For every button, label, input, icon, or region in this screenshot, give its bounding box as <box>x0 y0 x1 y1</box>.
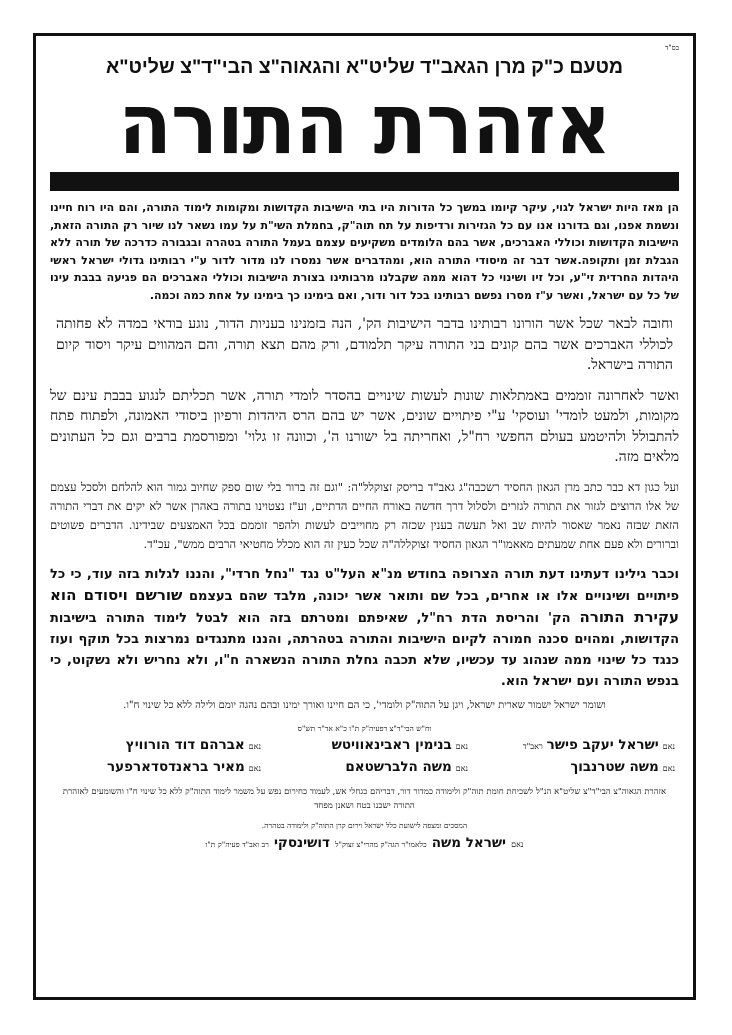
declaration-emphasis: שורשם ויסודם הוא עקירת התורה <box>50 585 679 626</box>
signature: נאם מאיר בראנדסדארפער <box>107 758 261 775</box>
date-line: וח"ש הבי"ד"צ דפעיה"ק ת"ו כ"א אד"ר תש"ס <box>297 723 432 733</box>
signatures-grid <box>54 737 675 775</box>
bsd-mark: בס"ד <box>665 44 679 52</box>
endnote-approval: המסכים ומצפה לישועת כלל ישראל וירום קרן התוה"ק ולימודה בטהרה. <box>261 820 468 830</box>
paragraph-recent-changes: ואשר לאחרונה זוממים באמתלאות שונות לעשות שינויים בהסדר לומדי תורה, אשר תכליתם לנגוע בבבת עינם של מקומות, ולמעט לומדי' ועוסקי' ע"י פיתויים שונים, אשר יש בהם הרס היהדות ורפיון ביסודי האמונה, ולפתוח פתח להתבולל ולהיטמע בעולם החפשי רח"ל, ואחריתה בל ישורנו ה', וכוונה זו גלוי' ומפורסמת ברבים וגם כל העתונים מלאים מזה. <box>50 387 679 465</box>
headline: אזהרת התורה <box>118 76 611 174</box>
declaration-part-a: וכבר גילינו דעתינו דעת תורה הצרופה בחודש מנ"א העל"ט נגד "נחל חרדי", והננו לגלות בזה עוד, כי כל פיתויים ושינויים אלו או אחרים, בכל שם ותואר אשר יכונה, מלבד שהם בעצמם <box>50 566 679 604</box>
paragraph-declaration <box>50 564 679 692</box>
signature: נאם משה הלברשטאם <box>345 758 468 775</box>
paragraph-blessing: ושומר ישראל ישמור שארית ישראל, ויגן על התוה"ק ולומדי', כי הם חיינו ואורך ימינו ובהם נהגה יומם ולילה ללא כל שינוי ח"ו. <box>123 699 606 711</box>
signature: נאם בנימין ראבינאוויטש <box>331 736 468 753</box>
signature: נאם ישראל יעקב פישר ראב"ד <box>522 736 675 753</box>
declaration-part-c: הק' והריסת הדת רח"ל, שאיפתם ומטרתם בזה הוא לבטל לימוד התורה בישיבות הקדושות, ומהוים סכנה חמורה לקיום הישיבות והתורה בטהרתה, והננו מתנגדים נמרצות בכל תוקף ועוז כנגד כל שינוי ממה שנהוג עד עכשיו, שלא תכבה גחלת התורה הנשארה ח"ו, ולא נחריש ולא נשקוט, כי בנפש התורה ועם ישראל הוא. <box>50 610 679 689</box>
paragraph-intro: הן מאז היות ישראל לגוי, עיקר קיומו במשך כל הדורות היו בתי הישיבות הקדושות ומקומות לימוד התורה, והם היו רוח חיינו ונשמת אפנו, וגם בדורנו אנו עם כל הגזירות ורדיפות על תח תוה"ק, בחמלת השי"ת על עמו נשאר לנו שיור רק התורה הזאת, הישיבות הקדושות וכוללי האברכים, אשר בהם הלומדים משקיעים עצמם בעמל התורה בטהרה ובגבורה כדרכה של תורה ללא הגבלת זמן ותקופה.אשר דבר זה מיסודי התורה הוא, ומהדברים אשר נמסרו לנו מדור לדור ע"י רבותינו גדולי ישראל ראשי היהדות החרדית זי"ע, וכל זיו ושינוי כל דהוא ממה שקבלנו מרבותינו בצורת הישיבות וכוללי האברכים הם פגיעה בבבת עינו של כל עם ישראל, ואשר ע"ז מסרו נפשם רבותינו בכל דור ודור, ואם בימינו כך בימינו על אחת כמה וכמה. <box>50 201 679 302</box>
signature: נאם אברהם דוד הורוויץ <box>125 736 261 753</box>
subtitle: מטעם כ"ק מרן הגאב"ד שליט"א והגאוה"צ הבי"ד"צ שליט"א <box>105 56 624 78</box>
final-signature: נאם ישראל משה כלאמו"ר הגה"ק מהרי"צ זצוק"ל דושינסקי רב ואב"ד פעיה"ק ת"ו <box>205 834 524 851</box>
document-frame <box>33 33 696 1000</box>
divider-bar <box>50 172 679 191</box>
document-body <box>36 36 693 851</box>
endnote: אזהרת הגאוה"צ הבי"ד"צ שליט"א הנ"ל לשכיחת חומת תוה"ק ולימודה כמדור דור, דבריהם כגחלי אש, לעמוד כחירום נפש על משמר לימוד התוה"ק ללא כל שינוי ח"ו והשומעים לאזהרת התורה ישכנו בטח ושאנן מפחד <box>62 786 667 811</box>
signature: נאם משה שטרנבוך <box>570 758 675 775</box>
paragraph-obligation: וחובה לבאר שכל אשר הורונו רבותינו בדבר הישיבות הק', הנה בזמנינו בעניות הדור, נוגע בודאי במדה לא פחותה לכוללי האברכים אשר בהם קונים בני התורה עיקר תלמודם, ורק מהם תצא תורה, והם המהווים עיקר ויסוד קיום התורה בישראל. <box>56 316 673 373</box>
paragraph-quote: ועל כגון דא כבר כתב מרן הגאון החסיד רשכבה"ג גאב"ד בריסק זצוקלל"ה: "וגם זה ברור בלי שום ספק שחיוב גמור הוא להלחם ולסכל עצמם של אלו הרוצים לגזור את התורה לגזרים ולסלול דרך חדשה באורח החיים הדתיים, וע"ז נצטוינו בתורה באהרן אשר לא יקים את דברי התורה הזאת שבזה נאמר שאסור להיות שב ואל תעשה בענין שכזה רק מחוייבים לעשות ולהפר זוממם בכל האמצעים שבידינו. הדברים פשוטים וברורים ולא פעם אחת שמעתים מאאמו"ר הגאון החסיד זצוקללה"ה שכל כעין זה הוא מכלל מחטיאי הרבים ממש", עכ"ד. <box>50 479 679 551</box>
